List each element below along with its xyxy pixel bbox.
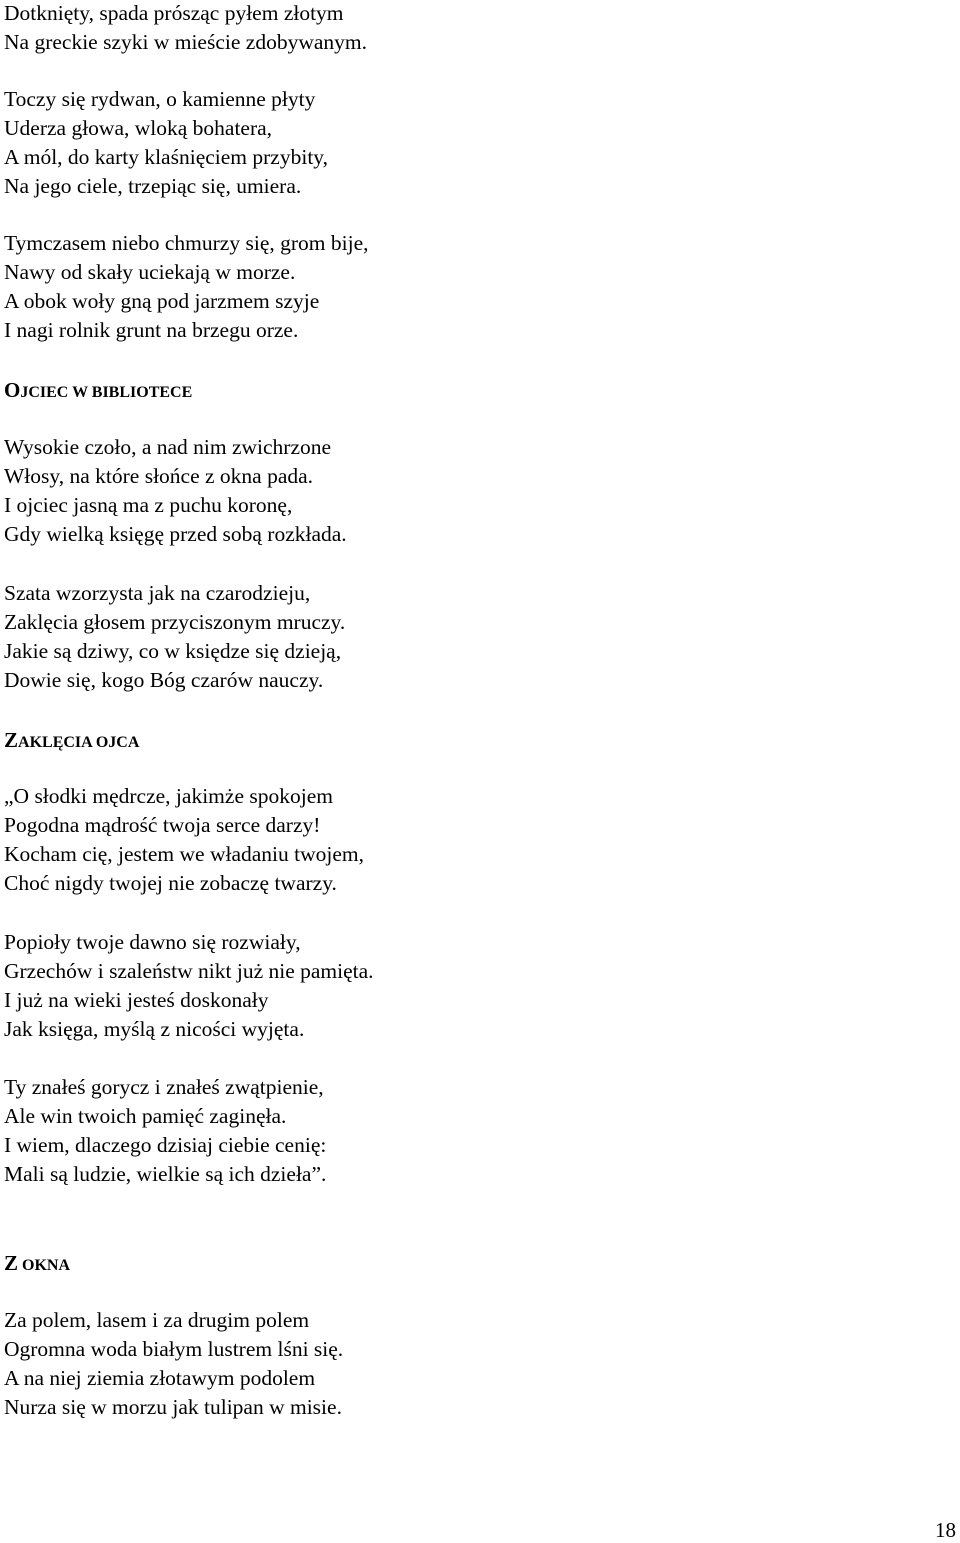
heading-initial: O [4,378,21,402]
section-heading [4,377,192,406]
poem-line: Na jego ciele, trzepiąc się, umiera. [4,174,302,198]
poem-line: Dowie się, kogo Bóg czarów nauczy. [4,668,324,692]
poem-line: I ojciec jasną ma z puchu koronę, [4,493,293,517]
poem-line: Ale win twoich pamięć zaginęła. [4,1104,287,1128]
poem-line: Toczy się rydwan, o kamienne płyty [4,87,316,111]
poem-line: Grzechów i szaleństw nikt już nie pamięta. [4,959,374,983]
poem-line: Gdy wielką księgę przed sobą rozkłada. [4,522,347,546]
heading-initial: Z [4,728,19,752]
poem-line: Włosy, na które słońce z okna pada. [4,464,314,488]
poem-line: Jak księga, myślą z nicości wyjęta. [4,1017,305,1041]
poem-line: Mali są ludzie, wielkie są ich dzieła”. [4,1162,327,1186]
poem-line: Wysokie czoło, a nad nim zwichrzone [4,435,332,459]
poem-line: Kocham cię, jestem we władaniu twojem, [4,842,365,866]
poem-line: Na greckie szyki w mieście zdobywanym. [4,30,367,54]
poem-line: I nagi rolnik grunt na brzegu orze. [4,318,299,342]
heading-initial: Z [4,1251,19,1275]
poem-line: Zaklęcia głosem przyciszonym mruczy. [4,610,346,634]
poem-line: Choć nigdy twojej nie zobaczę twarzy. [4,871,337,895]
poem-line: Ogromna woda białym lustrem lśni się. [4,1337,344,1361]
heading-rest: OKNA [18,1257,71,1274]
poem-line: I już na wieki jesteś doskonały [4,988,269,1012]
poem-line: Nawy od skały uciekają w morze. [4,260,296,284]
poem-line: A obok woły gną pod jarzmem szyje [4,289,320,313]
poem-line: Nurza się w morzu jak tulipan w misie. [4,1395,342,1419]
poem-line: I wiem, dlaczego dzisiaj ciebie cenię: [4,1133,327,1157]
poem-line: „O słodki mędrcze, jakimże spokojem [4,784,333,808]
poem-line: Popioły twoje dawno się rozwiały, [4,930,301,954]
poem-line: A mól, do karty klaśnięciem przybity, [4,145,329,169]
page-number: 18 [935,1518,956,1542]
poem-line: Dotknięty, spada prósząc pyłem złotym [4,1,344,25]
poem-line: Tymczasem niebo chmurzy się, grom bije, [4,231,369,255]
heading-rest: JCIEC W BIBLIOTECE [20,384,193,401]
heading-rest: AKLĘCIA OJCA [18,734,140,751]
poem-line: Ty znałeś gorycz i znałeś zwątpienie, [4,1075,324,1099]
poem-line: Szata wzorzysta jak na czarodzieju, [4,581,311,605]
section-heading [4,1250,70,1279]
poem-line: Pogodna mądrość twoja serce darzy! [4,813,321,837]
section-heading [4,727,139,756]
poem-line: Za polem, lasem i za drugim polem [4,1308,310,1332]
poem-line: Jakie są dziwy, co w księdze się dzieją, [4,639,342,663]
poem-line: A na niej ziemia złotawym podolem [4,1366,316,1390]
poem-line: Uderza głowa, wloką bohatera, [4,116,273,140]
